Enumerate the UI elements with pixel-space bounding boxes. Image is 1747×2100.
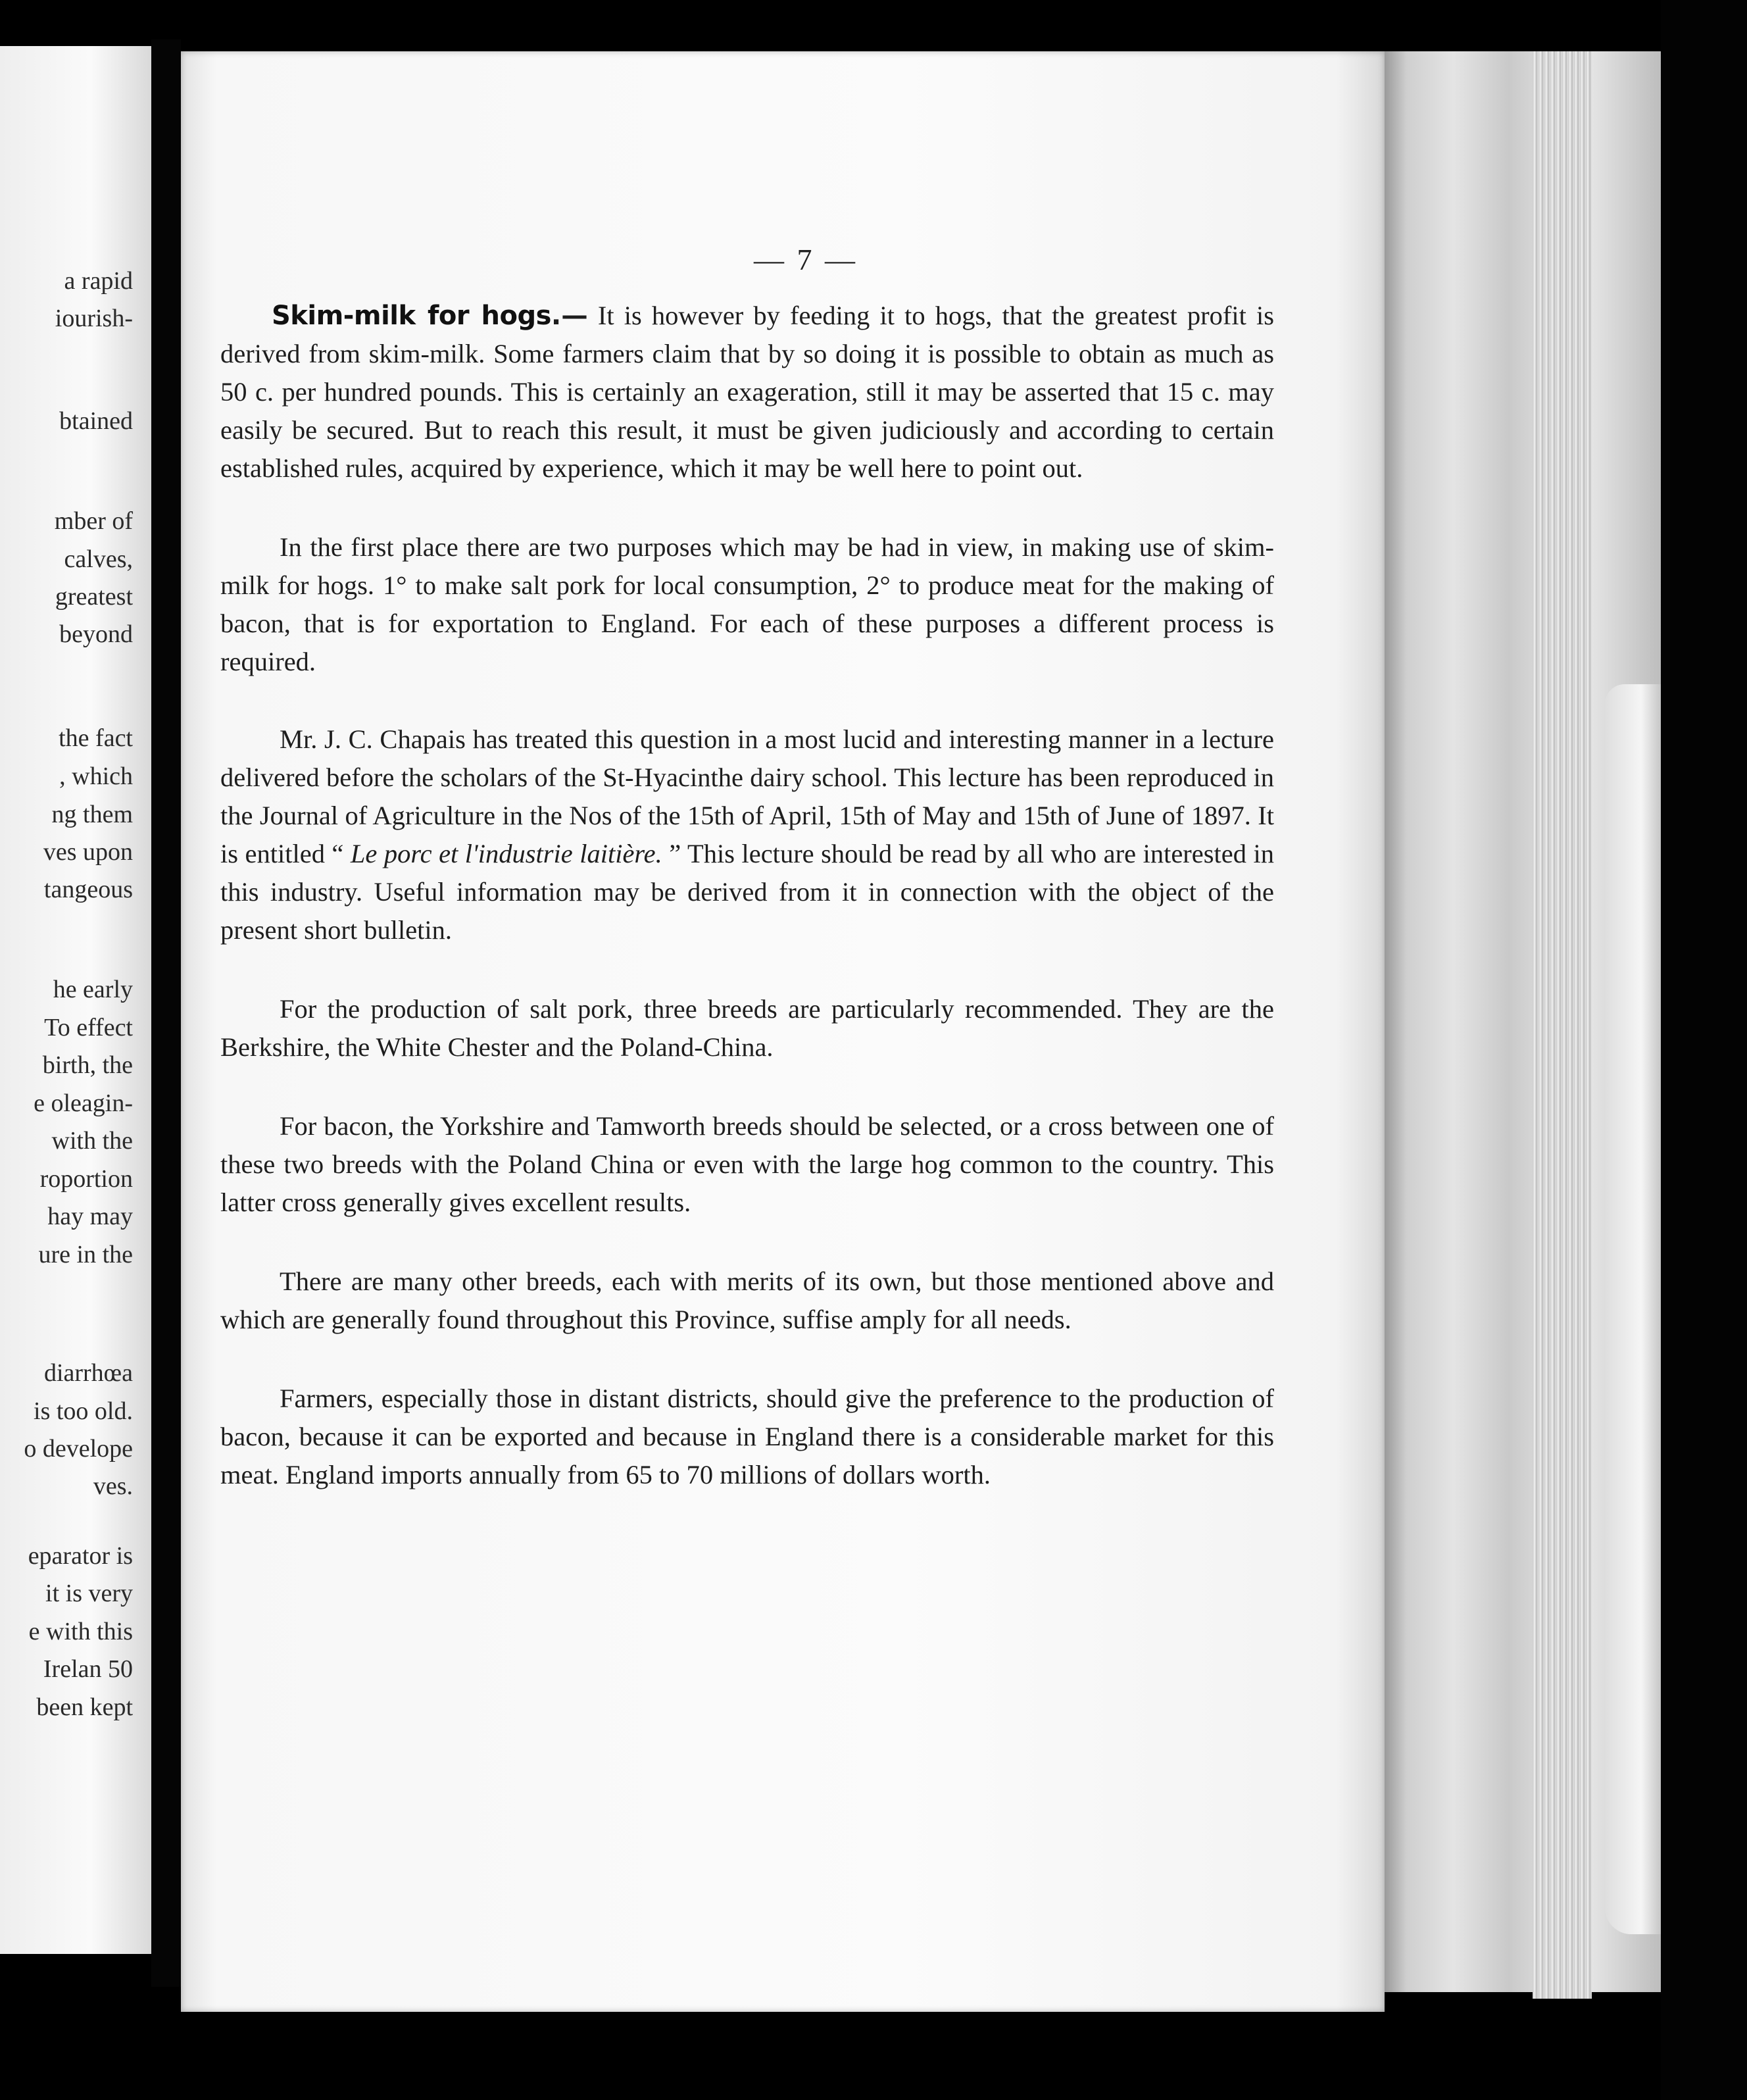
left-page-line: e oleagin-: [34, 1089, 133, 1117]
left-page-line: diarrhœa: [43, 1359, 133, 1387]
left-page-line: been kept: [36, 1693, 133, 1721]
paragraph-chapais-lecture: [220, 720, 1274, 949]
paragraph-other-breeds: There are many other breeds, each with merits of its own, but those mentioned above and which are generally found throughout this Province, suffise amply for all needs.: [220, 1266, 1274, 1334]
lecture-title: Le porc et l'industrie laitière.: [350, 839, 662, 868]
page-number: — 7 —: [754, 243, 858, 276]
paragraph-bacon-export: Farmers, especially those in distant districts, should give the preference to the production of bacon, because it can be exported and because in England there is a considerable market for this meat. England imports annually from 65 to 70 millions of dollars worth.: [220, 1384, 1274, 1489]
paragraph-text: Mr. J. C. Chapais has treated this question in a most lucid and interesting manner in a lecture delivered before the scholars of the St-Hyacinthe dairy school. This lecture has been reproduced in the Journal of Agriculture in the Nos of the 15th of April, 15th of May and 15th of June of 1897. It is entitled “: [220, 724, 1274, 868]
left-page-line: beyond: [59, 620, 133, 648]
left-page-line: iourish-: [55, 305, 133, 332]
background: [1661, 0, 1747, 2100]
left-page-line: ves upon: [43, 838, 133, 866]
left-page-line: ng them: [51, 801, 133, 828]
left-page-line: calves,: [64, 545, 133, 573]
left-page-line: btained: [59, 407, 133, 435]
section-heading: Skim-milk for hogs: [272, 301, 551, 331]
left-page-line: birth, the: [42, 1051, 133, 1079]
left-page-line: o develope: [24, 1435, 133, 1462]
left-page-line: it is very: [45, 1580, 133, 1607]
left-page-line: eparator is: [28, 1542, 133, 1570]
paragraph-bacon-breeds: For bacon, the Yorkshire and Tamworth breeds should be selected, or a cross between one of these two breeds with the Poland China or even with the large hog common to the country. This latter cross generally gives excellent results.: [220, 1111, 1274, 1217]
left-page-line: the fact: [59, 724, 133, 752]
paragraph-text: It is however by feeding it to hogs, that the greatest profit is derived from skim-milk. Some farmers claim that by so doing it is possible to obtain as much as 50 c. per hundred pounds. This is certainly an exageration, still it may be asserted that 15 c. may easily be secured. But to reach this result, it must be given judiciously and according to certain established rules, acquired by experience, which it may be well here to point out.: [220, 301, 1274, 483]
paragraph-salt-pork-breeds: For the production of salt pork, three breeds are particularly recommended. They are the Berkshire, the White Chester and the Poland-China.: [220, 994, 1274, 1062]
paragraph-skim-milk-for-hogs: [220, 296, 1274, 488]
left-page-line: , which: [59, 762, 133, 790]
left-page-line: To effect: [44, 1014, 133, 1041]
left-page-line: ves.: [93, 1472, 133, 1500]
left-page-line: tangeous: [43, 876, 133, 903]
paragraph-two-purposes: In the first place there are two purposes which may be had in view, in making use of skim-milk for hogs. 1° to make salt pork for local consumption, 2° to produce meat for the making of bacon, that is for exportation to England. For each of these purposes a different process is required.: [220, 532, 1274, 676]
book-gutter: [151, 39, 181, 1987]
left-page-line: hay may: [47, 1203, 133, 1230]
page-edges: [1533, 51, 1592, 1999]
left-page-line: is too old.: [34, 1397, 133, 1425]
left-page-line: a rapid: [64, 267, 133, 295]
body-text: [220, 296, 1274, 1494]
left-page-line: ure in the: [38, 1241, 133, 1268]
left-page-line: e with this: [28, 1618, 133, 1645]
left-facing-page: [0, 46, 151, 1954]
left-page-line: he early: [53, 976, 133, 1003]
left-page-line: Irelan 50: [43, 1655, 133, 1683]
heading-dash: .—: [551, 299, 588, 331]
paragraph-text: ” This lecture should be read by all who are interested in this industry. Useful information may be derived from it in connection with the object of the present short bulletin.: [220, 839, 1274, 945]
left-page-line: mber of: [54, 507, 133, 535]
left-page-line: greatest: [55, 583, 133, 611]
left-page-line: with the: [51, 1127, 133, 1155]
left-page-line: roportion: [39, 1165, 133, 1193]
page: [181, 51, 1385, 2012]
